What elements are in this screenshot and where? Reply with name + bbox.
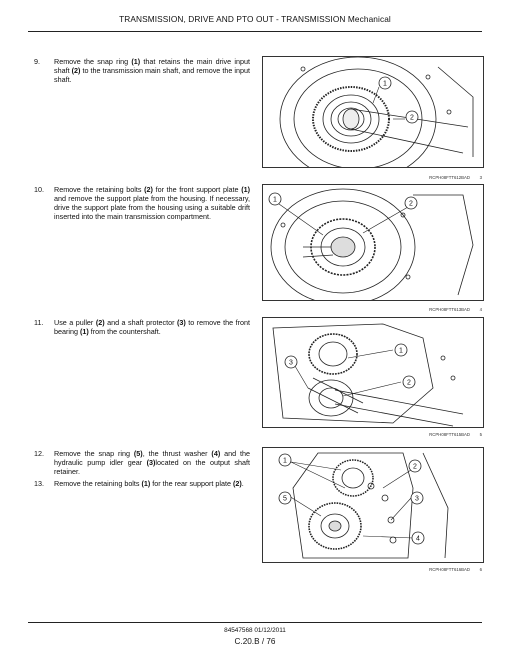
footer-page-number: C.20.B / 76: [234, 637, 276, 646]
figure-code: RCPH08FTT613BAD: [429, 307, 470, 312]
svg-text:1: 1: [383, 80, 387, 88]
svg-text:3: 3: [289, 359, 293, 367]
figure-number: 5: [479, 432, 482, 437]
figure-number: 3: [479, 175, 482, 180]
page-header-title: TRANSMISSION, DRIVE AND PTO OUT - TRANSMISSION Mechanical: [119, 14, 391, 24]
callout-2: [406, 111, 418, 123]
callout-1: [269, 193, 281, 205]
figure-code: RCPH08FTT612BAD: [429, 175, 470, 180]
figure-number: 4: [479, 307, 482, 312]
step-text: Remove the snap ring (5), the thrust washer (4) and the hydraulic pump idler gear (3)located on the output shaft retainer.: [54, 449, 250, 477]
figure-4-image: [262, 184, 484, 301]
header-divider: [28, 31, 482, 32]
svg-text:5: 5: [283, 495, 287, 503]
svg-text:2: 2: [410, 114, 414, 122]
footer-divider: [28, 622, 482, 623]
callout-1: [279, 454, 291, 466]
svg-text:1: 1: [283, 457, 287, 465]
callout-3: [285, 356, 297, 368]
footer-doc-ref: 84547568 01/12/2011: [224, 627, 286, 634]
svg-text:4: 4: [416, 535, 420, 543]
step-number: 9.: [34, 57, 40, 66]
svg-text:1: 1: [399, 347, 403, 355]
callout-2: [403, 376, 415, 388]
svg-text:1: 1: [273, 196, 277, 204]
svg-text:2: 2: [409, 200, 413, 208]
callout-2: [405, 197, 417, 209]
step-number: 12.: [34, 449, 44, 458]
step-number: 13.: [34, 479, 44, 488]
figure-6-image: [262, 447, 484, 563]
callout-2: [409, 460, 421, 472]
svg-text:2: 2: [407, 379, 411, 387]
step-number: 11.: [34, 318, 44, 327]
figure-number: 6: [479, 567, 482, 572]
step-text: Use a puller (2) and a shaft protector (3) to remove the front bearing (1) from the countershaft.: [54, 318, 251, 337]
callout-3: [411, 492, 423, 504]
figure-5-image: [262, 317, 484, 428]
figure-code: RCPH08FTT615BAD: [429, 432, 470, 437]
callout-1: [395, 344, 407, 356]
step-number: 10.: [34, 185, 44, 194]
svg-text:3: 3: [415, 495, 419, 503]
callout-4: [412, 532, 424, 544]
figure-3-image: [262, 56, 484, 168]
step-text: Remove the retaining bolts (2) for the front support plate (1) and remove the support plate from the housing. If necessary, drive the support plate from the housing using a suitable drift inserted into the main transmission compartment.: [54, 185, 250, 222]
step-text: Remove the retaining bolts (1) for the rear support plate (2).: [54, 479, 244, 488]
callout-1: [379, 77, 391, 89]
svg-text:2: 2: [413, 463, 417, 471]
step-text: Remove the snap ring (1) that retains the main drive input shaft (2) to the transmission main shaft, and remove the input shaft.: [54, 57, 250, 85]
figure-code: RCPH08FTT616BAD: [429, 567, 470, 572]
callout-5: [279, 492, 291, 504]
